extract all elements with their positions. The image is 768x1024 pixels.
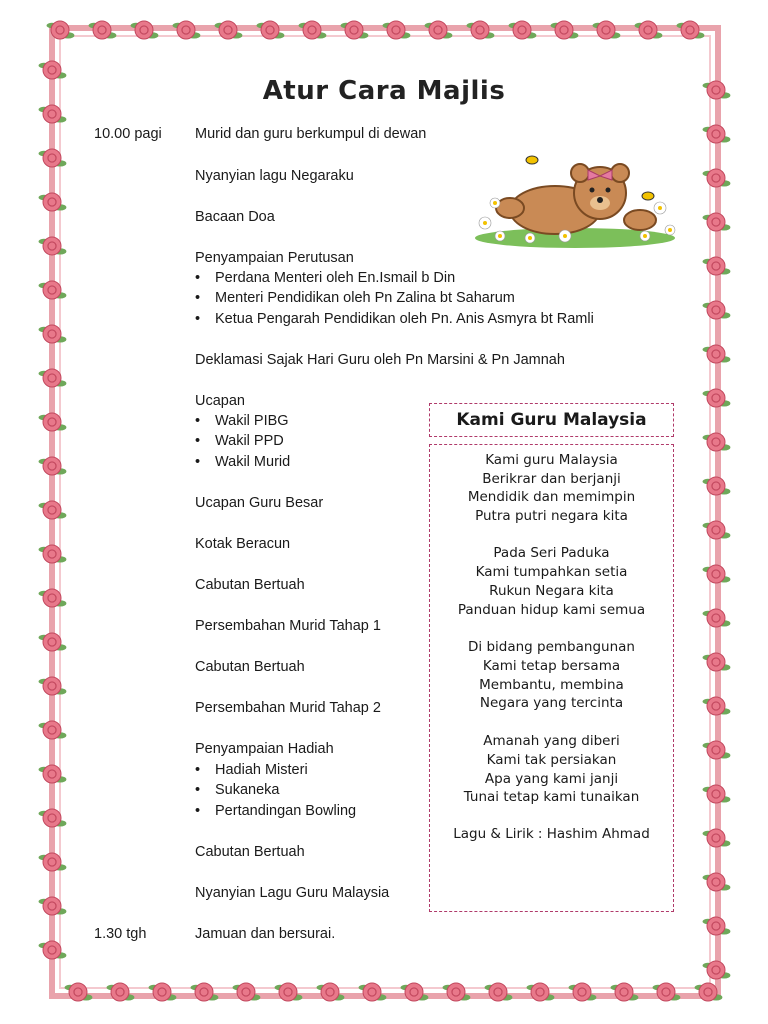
poem-line: Membantu, membina bbox=[479, 677, 624, 693]
bullet-icon: • bbox=[195, 311, 201, 327]
program-item: Persembahan Murid Tahap 1 bbox=[195, 618, 381, 634]
program-item: Kotak Beracun bbox=[195, 536, 291, 552]
program-item: Cabutan Bertuah bbox=[195, 844, 305, 860]
poem-line: Panduan hidup kami semua bbox=[457, 602, 646, 618]
subitem-label: Wakil PPD bbox=[215, 433, 284, 449]
program-item: Murid dan guru berkumpul di dewan bbox=[195, 126, 427, 142]
poem-line: Tunai tetap kami tunaikan bbox=[463, 789, 640, 805]
poem-line: Rukun Negara kita bbox=[489, 583, 614, 599]
program-item: Penyampaian Perutusan bbox=[195, 250, 354, 266]
program-item: Cabutan Bertuah bbox=[195, 659, 305, 675]
bullet-icon: • bbox=[195, 454, 201, 470]
rose-icon bbox=[703, 257, 731, 275]
subitem-label: Ketua Pengarah Pendidikan oleh Pn. Anis Asmyra bt Ramli bbox=[215, 311, 594, 327]
subitem-label: Sukaneka bbox=[215, 782, 280, 798]
bullet-icon: • bbox=[195, 803, 201, 819]
bullet-icon: • bbox=[195, 270, 201, 286]
page-title: Atur Cara Majlis bbox=[262, 76, 506, 106]
rose-icon bbox=[39, 149, 67, 167]
poem-line: Apa yang kami janji bbox=[484, 771, 619, 787]
program-subitem bbox=[195, 762, 308, 778]
subitem-label: Wakil PIBG bbox=[215, 413, 289, 429]
rose-icon bbox=[39, 413, 67, 431]
rose-icon bbox=[703, 609, 731, 627]
bullet-icon: • bbox=[195, 413, 201, 429]
rose-icon bbox=[703, 565, 731, 583]
poem-title: Kami Guru Malaysia bbox=[429, 403, 674, 437]
program-subitem bbox=[195, 290, 515, 306]
rose-icon bbox=[39, 721, 67, 739]
program-item: Nyanyian Lagu Guru Malaysia bbox=[195, 885, 390, 901]
rose-icon bbox=[703, 477, 731, 495]
start-time: 10.00 pagi bbox=[94, 126, 162, 142]
poem-line: Kami tetap bersama bbox=[482, 658, 621, 674]
rose-icon bbox=[39, 765, 67, 783]
rose-icon bbox=[39, 941, 67, 959]
rose-icon bbox=[703, 433, 731, 451]
poem-line: Pada Seri Paduka bbox=[493, 545, 610, 561]
program-subitem bbox=[195, 270, 455, 286]
subitem-label: Perdana Menteri oleh En.Ismail b Din bbox=[215, 270, 456, 286]
program-item: Cabutan Bertuah bbox=[195, 577, 305, 593]
rose-icon bbox=[703, 653, 731, 671]
rose-icon bbox=[39, 105, 67, 123]
rose-icon bbox=[703, 389, 731, 407]
rose-icon bbox=[703, 169, 731, 187]
program-subitem bbox=[195, 782, 280, 798]
rose-icon bbox=[39, 589, 67, 607]
program-item: Bacaan Doa bbox=[195, 209, 275, 225]
subitem-label: Hadiah Misteri bbox=[215, 762, 308, 778]
end-time: 1.30 tgh bbox=[94, 926, 147, 942]
rose-icon bbox=[703, 741, 731, 759]
rose-icon bbox=[39, 325, 67, 343]
rose-icon bbox=[39, 501, 67, 519]
poem-line: Putra putri negara kita bbox=[475, 508, 628, 524]
poem-line: Mendidik dan memimpin bbox=[467, 489, 636, 505]
rose-icon bbox=[39, 281, 67, 299]
poem-line: Berikrar dan berjanji bbox=[482, 471, 621, 487]
rose-icon bbox=[39, 193, 67, 211]
poem-line: Negara yang tercinta bbox=[479, 695, 624, 711]
rose-icon bbox=[703, 785, 731, 803]
poem-line: Di bidang pembangunan bbox=[468, 639, 635, 655]
rose-icon bbox=[39, 545, 67, 563]
program-item: Nyanyian lagu Negaraku bbox=[195, 168, 354, 184]
bullet-icon: • bbox=[195, 762, 201, 778]
poem-line: Kami tak persiakan bbox=[486, 752, 617, 768]
rose-icon bbox=[39, 369, 67, 387]
program-item: Penyampaian Hadiah bbox=[195, 741, 334, 757]
program-subitem bbox=[195, 433, 284, 449]
poem-line: Amanah yang diberi bbox=[483, 733, 620, 749]
rose-icon bbox=[703, 213, 731, 231]
poem-credit: Lagu & Lirik : Hashim Ahmad bbox=[453, 826, 650, 842]
bullet-icon: • bbox=[195, 290, 201, 306]
rose-icon bbox=[703, 873, 731, 891]
rose-icon bbox=[39, 633, 67, 651]
program-subitem bbox=[195, 803, 356, 819]
rose-icon bbox=[703, 125, 731, 143]
rose-icon bbox=[703, 521, 731, 539]
rose-icon bbox=[703, 917, 731, 935]
rose-icon bbox=[703, 345, 731, 363]
rose-icon bbox=[703, 961, 731, 979]
rose-icon bbox=[703, 697, 731, 715]
rose-icon bbox=[703, 301, 731, 319]
rose-icon bbox=[703, 829, 731, 847]
program-subitem bbox=[195, 454, 290, 470]
poem-line: Kami tumpahkan setia bbox=[475, 564, 628, 580]
program-item: Jamuan dan bersurai. bbox=[195, 926, 336, 942]
rose-icon bbox=[39, 237, 67, 255]
subitem-label: Pertandingan Bowling bbox=[215, 803, 357, 819]
program-item: Persembahan Murid Tahap 2 bbox=[195, 700, 381, 716]
bullet-icon: • bbox=[195, 433, 201, 449]
rose-icon bbox=[39, 809, 67, 827]
program-item: Ucapan bbox=[195, 393, 245, 409]
bullet-icon: • bbox=[195, 782, 201, 798]
program-item: Deklamasi Sajak Hari Guru oleh Pn Marsini & Pn Jamnah bbox=[195, 352, 565, 368]
poem-line: Kami guru Malaysia bbox=[485, 452, 618, 468]
rose-icon bbox=[39, 677, 67, 695]
rose-icon bbox=[39, 853, 67, 871]
program-item: Ucapan Guru Besar bbox=[195, 495, 324, 511]
teddy-bear-illustration bbox=[470, 148, 680, 248]
rose-icon bbox=[39, 457, 67, 475]
subitem-label: Wakil Murid bbox=[215, 454, 291, 470]
subitem-label: Menteri Pendidikan oleh Pn Zalina bt Saharum bbox=[215, 290, 515, 306]
program-subitem bbox=[195, 413, 289, 429]
program-subitem bbox=[195, 311, 594, 327]
rose-icon bbox=[39, 897, 67, 915]
